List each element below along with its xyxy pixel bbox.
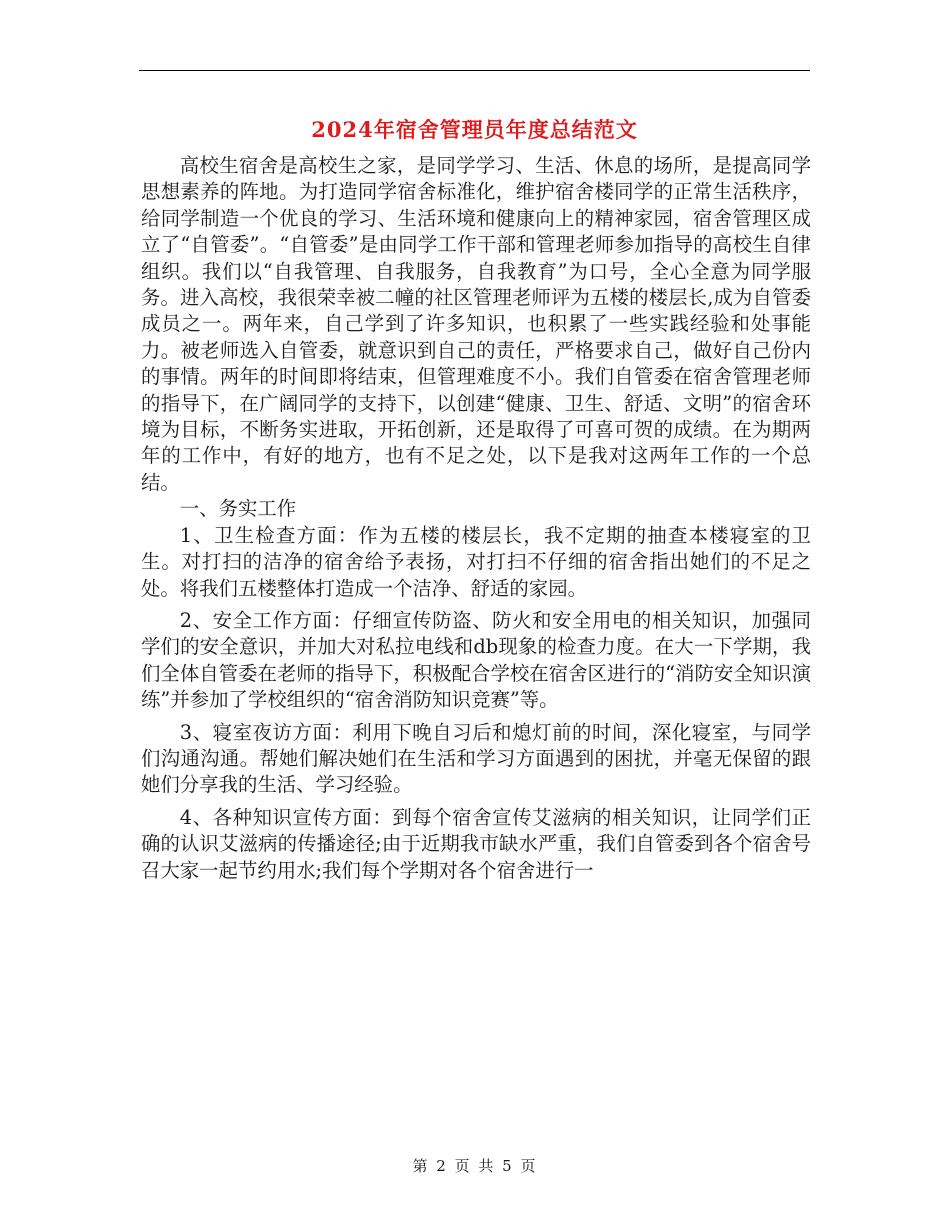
header-rule: [139, 70, 810, 71]
list-item: 3、寝室夜访方面：利用下晚自习后和熄灯前的时间，深化寝室，与同学们沟通沟通。帮她们解决她们在生活和学习方面遇到的困扰，并毫无保留的跟她们分享我的生活、学习经验。: [141, 720, 811, 797]
list-item: 1、卫生检查方面：作为五楼的楼层长，我不定期的抽查本楼寝室的卫生。对打扫的洁净的宿舍给予表扬，对打扫不仔细的宿舍指出她们的不足之处。将我们五楼整体打造成一个洁净、舒适的家园。: [141, 523, 811, 600]
page-number: 第 2 页 共 5 页: [412, 1157, 538, 1175]
intro-paragraph: 高校生宿舍是高校生之家，是同学学习、生活、休息的场所，是提高同学思想素养的阵地。为打造同学宿舍标准化，维护宿舍楼同学的正常生活秩序，给同学制造一个优良的学习、生活环境和健康向上的精神家园，宿舍管理区成立了“自管委”。“自管委”是由同学工作干部和管理老师参加指导的高校生自律组织。我们以“自我管理、自我服务，自我教育”为口号，全心全意为同学服务。进入高校，我很荣幸被二幢的社区管理老师评为五楼的楼层长,成为自管委成员之一。两年来，自己学到了许多知识，也积累了一些实践经验和处事能力。被老师选入自管委，就意识到自己的责任，严格要求自己，做好自己份内的事情。两年的时间即将结束，但管理难度不小。我们自管委在宿舍管理老师的指导下，在广阔同学的支持下，以创建“健康、卫生、舒适、文明”的宿舍环境为目标，不断务实进取，开拓创新，还是取得了可喜可贺的成绩。在为期两年的工作中，有好的地方，也有不足之处，以下是我对这两年工作的一个总结。: [141, 154, 811, 494]
list-item: 2、安全工作方面：仔细宣传防盗、防火和安全用电的相关知识，加强同学们的安全意识，并加大对私拉电线和db现象的检查力度。在大一下学期，我们全体自管委在老师的指导下，积极配合学校在宿舍区进行的“消防安全知识演练”并参加了学校组织的“宿舍消防知识竞赛”等。: [141, 608, 811, 712]
document-body: [141, 153, 811, 884]
list-item: 4、各种知识宣传方面：到每个宿舍宣传艾滋病的相关知识，让同学们正确的认识艾滋病的传播途径;由于近期我市缺水严重，我们自管委到各个宿舍号召大家一起节约用水;我们每个学期对各个宿舍进行一: [141, 805, 811, 882]
document-title: 2024年宿舍管理员年度总结范文: [311, 117, 638, 142]
section-heading: 一、务实工作: [179, 497, 297, 521]
